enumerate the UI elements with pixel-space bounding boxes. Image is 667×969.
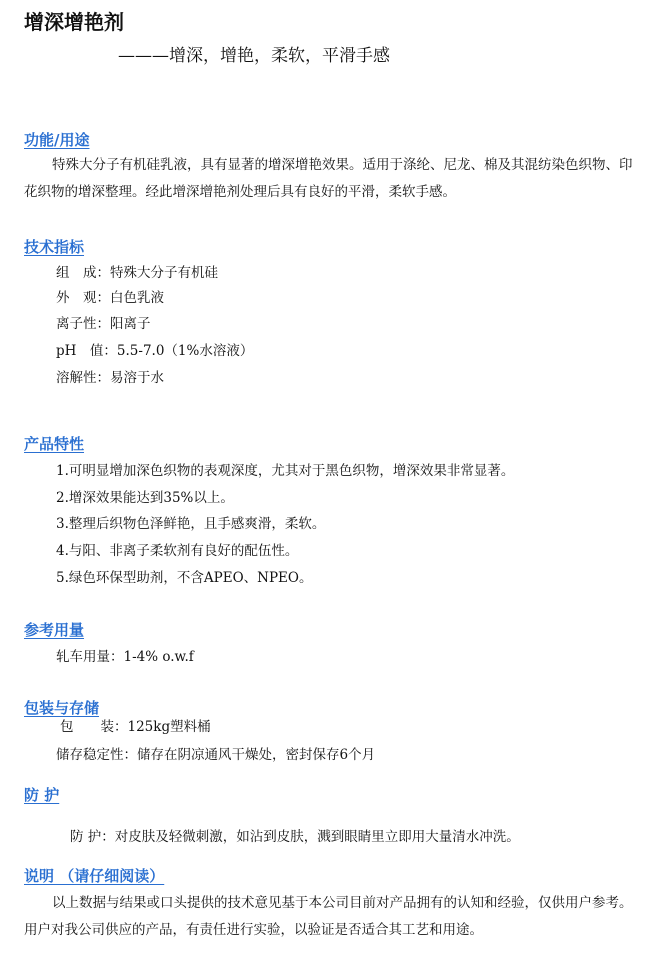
spec-value: ：阳离子 — [96, 316, 151, 332]
heading-dosage: 参考用量 — [24, 621, 85, 639]
packaging-line — [60, 716, 211, 738]
storage-line — [56, 744, 375, 766]
spec-label: 离子性 — [56, 316, 97, 332]
spec-value: ：易溶于水 — [96, 370, 164, 386]
protection-text: 防 护：对皮肤及轻微刺激，如沾到皮肤，溅到眼睛里立即用大量清水冲洗。 — [70, 829, 520, 845]
feature-item: 1.可明显增加深色织物的表观深度，尤其对于黑色织物，增深效果非常显著。 — [56, 463, 515, 479]
function-text: 特殊大分子有机硅乳液，具有显著的增深增艳效果。适用于涤纶、尼龙、棉及其混纺染色织物、印花织物的增深整理。经此增深增艳剂处理后具有良好的平滑，柔软手感。 — [24, 157, 633, 200]
spec-item — [56, 340, 253, 362]
spec-label: 溶解性 — [56, 370, 97, 386]
feature-item: 2.增深效果能达到35%以上。 — [56, 490, 234, 506]
spec-value: ：5.5-7.0（1%水溶液） — [103, 343, 254, 359]
packaging-label: 包 装： — [60, 719, 128, 735]
spec-item — [56, 262, 218, 284]
notice-text: 以上数据与结果或口头提供的技术意见基于本公司目前对产品拥有的认知和经验，仅供用户参考。用户对我公司供应的产品，有责任进行实验，以验证是否适合其工艺和用途。 — [24, 895, 633, 938]
feature-item: 4.与阳、非离子柔软剂有良好的配伍性。 — [56, 543, 299, 559]
document-title: 增深增艳剂 — [24, 10, 124, 34]
storage-label: 储存稳定性： — [56, 747, 137, 763]
spec-label: pH 值 — [56, 343, 104, 359]
feature-item: 5.绿色环保型助剂，不含APEO、NPEO。 — [56, 570, 313, 586]
heading-specs: 技术指标 — [24, 238, 85, 256]
spec-label: 组 成 — [56, 265, 97, 281]
heading-notice: 说明 （请仔细阅读） — [24, 867, 165, 885]
spec-item — [56, 313, 151, 335]
feature-item: 3.整理后织物色泽鲜艳，且手感爽滑，柔软。 — [56, 516, 326, 532]
document-subtitle: ———增深，增艳，柔软，平滑手感 — [118, 46, 390, 66]
spec-value: ：白色乳液 — [96, 290, 164, 306]
heading-features: 产品特性 — [24, 435, 85, 453]
spec-value: ：特殊大分子有机硅 — [96, 265, 218, 281]
storage-value: 储存在阴凉通风干燥处，密封保存6个月 — [137, 747, 376, 763]
packaging-value: 125kg塑料桶 — [127, 719, 211, 735]
heading-function: 功能/用途 — [24, 131, 90, 149]
heading-protection: 防 护 — [24, 786, 60, 804]
dosage-text: 轧车用量：1-4% o.w.f — [56, 649, 194, 665]
spec-item — [56, 367, 164, 389]
spec-label: 外 观 — [56, 290, 97, 306]
heading-packaging: 包装与存储 — [24, 699, 100, 717]
spec-item — [56, 287, 164, 309]
